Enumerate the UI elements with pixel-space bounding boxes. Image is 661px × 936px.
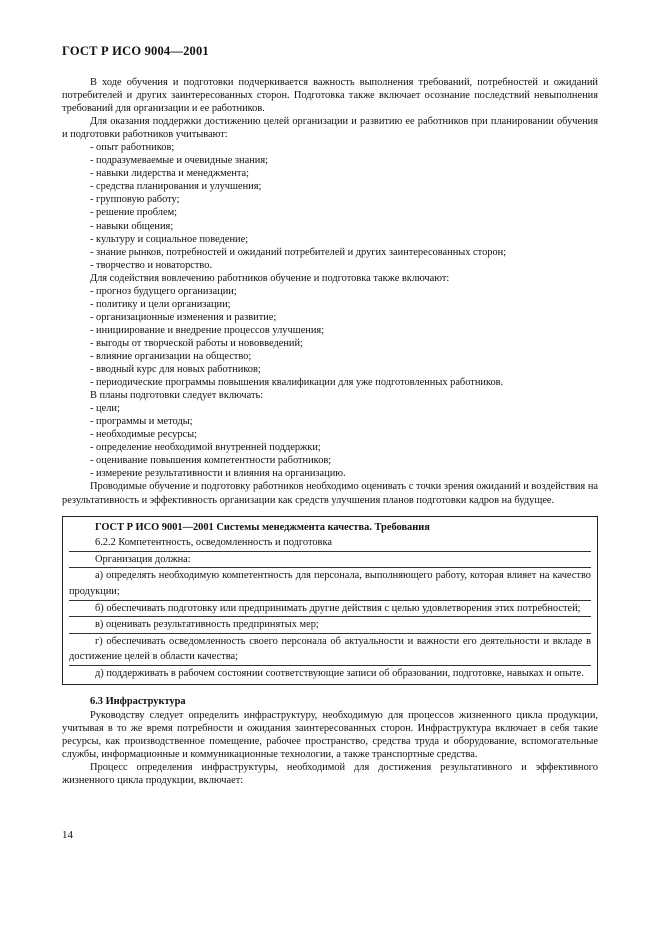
list-item: - опыт работников; <box>90 142 175 154</box>
list-item: - решение проблем; <box>90 207 178 219</box>
box-item-v: в) оценивать результативность предпринятых мер; <box>69 616 591 633</box>
box-item-d: д) поддерживать в рабочем состоянии соответствующие записи об образовании, подготовке, навыках и опыте. <box>69 665 591 682</box>
quoted-standard-box <box>62 516 598 686</box>
list-item: - определение необходимой внутренней поддержки; <box>90 442 321 454</box>
list-item: - вводный курс для новых работников; <box>90 364 261 376</box>
list-item: - навыки общения; <box>90 220 174 232</box>
list-item: - организационные изменения и развитие; <box>90 311 277 323</box>
list-item: - творчество и новаторство. <box>90 259 213 271</box>
list-involvement <box>62 285 598 389</box>
list-item: - оценивание повышения компетентности работников; <box>90 455 332 467</box>
list-item: - навыки лидерства и менеджмента; <box>90 168 250 180</box>
paragraph: Руководству следует определить инфраструктуру, необходимую для процессов жизненного цикла продукции, учитывая в то же время потребности и ожидания заинтересованных сторон. Инфраструктура включает в себя такие ресурсы, как производственное помещение, рабочее пространство, средства труда и оборудование, вспомогательные службы, информационные и коммуникационные технологии, а также транспортные средства. <box>62 709 598 760</box>
paragraph: Процесс определения инфраструктуры, необходимой для достижения результативного и эффективного жизненного цикла продукции, включает: <box>62 761 598 786</box>
paragraph: Проводимые обучение и подготовку работников необходимо оценивать с точки зрения ожиданий и воздействия на результативность и эффективность организации как средств улучшения планов подготовки кадров на будущее. <box>62 481 598 506</box>
list-item: - периодические программы повышения квалификации для уже подготовленных работников. <box>90 377 504 389</box>
box-clause: 6.2.2 Компетентность, осведомленность и подготовка <box>95 537 332 549</box>
list-item: - политику и цели организации; <box>90 298 231 310</box>
list-item: - знание рынков, потребностей и ожиданий потребителей и других заинтересованных сторон; <box>90 246 507 258</box>
box-item-a: а) определять необходимую компетентность для персонала, выполняющего работу, которая влияет на качество продукции; <box>69 567 591 599</box>
list-item: - цели; <box>90 403 120 415</box>
list-item: - выгоды от творческой работы и нововведений; <box>90 337 303 349</box>
running-header: ГОСТ Р ИСО 9004—2001 <box>62 44 209 58</box>
page-number: 14 <box>62 829 73 841</box>
list-item: - культуру и социальное поведение; <box>90 233 249 245</box>
paragraph: Для содействия вовлечению работников обучение и подготовка также включают: <box>90 272 450 284</box>
list-training-considerations <box>62 141 598 271</box>
list-training-plans <box>62 402 598 480</box>
list-item: - прогноз будущего организации; <box>90 285 237 297</box>
list-item: - средства планирования и улучшения; <box>90 181 262 193</box>
list-item: - измерение результативности и влияния на организацию. <box>90 468 346 480</box>
list-item: - программы и методы; <box>90 416 193 428</box>
box-item-b: б) обеспечивать подготовку или предпринимать другие действия с целью удовлетворения этих потребностей; <box>69 600 591 617</box>
list-item: - групповую работу; <box>90 194 180 206</box>
page-body <box>62 76 598 787</box>
list-item: - подразумеваемые и очевидные знания; <box>90 155 268 167</box>
list-item: - влияние организации на общество; <box>90 350 252 362</box>
box-intro: Организация должна: <box>69 551 591 568</box>
box-title: ГОСТ Р ИСО 9001—2001 Системы менеджмента качества. Требования <box>95 521 430 533</box>
paragraph: Для оказания поддержки достижению целей организации и развитию ее работников при планировании обучения и подготовки работников учитывают: <box>62 116 598 141</box>
paragraph: В ходе обучения и подготовки подчеркивается важность выполнения требований, потребностей и ожиданий потребителей и других заинтересованных сторон. Подготовка также включает осознание последствий невыполнения требований для организации и ее работников. <box>62 77 598 115</box>
list-item: - необходимые ресурсы; <box>90 429 198 441</box>
paragraph: В планы подготовки следует включать: <box>90 390 264 402</box>
box-item-g: г) обеспечивать осведомленность своего персонала об актуальности и важности его деятельности и вкладе в достижение целей в области качества; <box>69 633 591 665</box>
list-item: - инициирование и внедрение процессов улучшения; <box>90 324 325 336</box>
section-heading: 6.3 Инфраструктура <box>90 696 186 708</box>
